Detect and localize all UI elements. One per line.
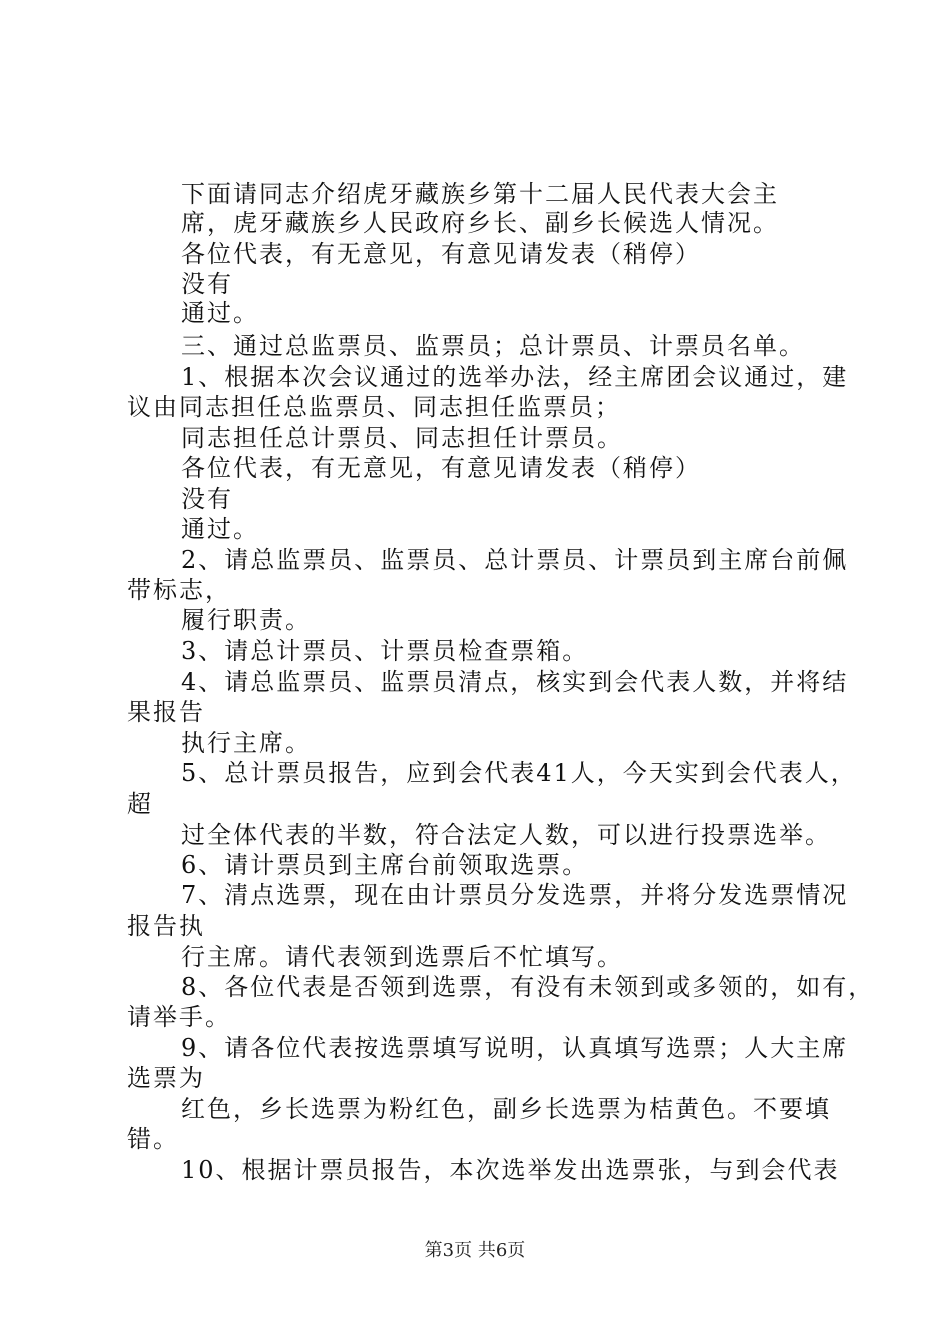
body-line: 履行职责。 xyxy=(181,606,311,634)
body-line: 6、请计票员到主席台前领取选票。 xyxy=(181,851,589,879)
body-line: 下面请同志介绍虎牙藏族乡第十二届人民代表大会主 xyxy=(181,180,779,208)
body-line: 行主席。请代表领到选票后不忙填写。 xyxy=(181,943,623,971)
body-line: 通过。 xyxy=(181,515,259,543)
body-line: 1、根据本次会议通过的选举办法，经主席团会议通过，建 xyxy=(181,363,849,391)
body-line: 10、根据计票员报告，本次选举发出选票张，与到会代表 xyxy=(181,1156,840,1184)
body-line: 同志担任总计票员、同志担任计票员。 xyxy=(181,424,623,452)
body-line: 各位代表，有无意见，有意见请发表（稍停） xyxy=(181,454,701,482)
body-line: 3、请总计票员、计票员检查票箱。 xyxy=(181,637,589,665)
body-line: 请举手。 xyxy=(127,1003,231,1031)
body-line: 8、各位代表是否领到选票，有没有未领到或多领的，如有， xyxy=(181,973,875,1001)
body-line: 错。 xyxy=(127,1125,179,1153)
body-line: 4、请总监票员、监票员清点，核实到会代表人数，并将结 xyxy=(181,668,849,696)
body-line: 报告执 xyxy=(127,912,205,940)
body-line: 席，虎牙藏族乡人民政府乡长、副乡长候选人情况。 xyxy=(181,209,779,237)
body-line: 5、总计票员报告，应到会代表41人，今天实到会代表人， xyxy=(181,759,857,787)
body-line: 带标志， xyxy=(127,576,231,604)
body-line: 9、请各位代表按选票填写说明，认真填写选票；人大主席 xyxy=(181,1034,849,1062)
body-line: 各位代表，有无意见，有意见请发表（稍停） xyxy=(181,240,701,268)
body-line: 7、清点选票，现在由计票员分发选票，并将分发选票情况 xyxy=(181,881,849,909)
body-line: 果报告 xyxy=(127,698,205,726)
body-line: 通过。 xyxy=(181,299,259,327)
body-line: 没有 xyxy=(181,485,233,513)
body-line: 超 xyxy=(127,790,153,818)
body-line: 执行主席。 xyxy=(181,729,311,757)
body-line: 过全体代表的半数，符合法定人数，可以进行投票选举。 xyxy=(181,821,831,849)
body-line: 选票为 xyxy=(127,1064,205,1092)
body-line: 红色，乡长选票为粉红色，副乡长选票为桔黄色。不要填 xyxy=(181,1095,831,1123)
body-line: 三、通过总监票员、监票员；总计票员、计票员名单。 xyxy=(181,332,805,360)
body-line: 议由同志担任总监票员、同志担任监票员； xyxy=(127,393,621,421)
body-line: 2、请总监票员、监票员、总计票员、计票员到主席台前佩 xyxy=(181,546,849,574)
page-number-footer: 第3页 共6页 xyxy=(424,1240,526,1261)
body-line: 没有 xyxy=(181,270,233,298)
